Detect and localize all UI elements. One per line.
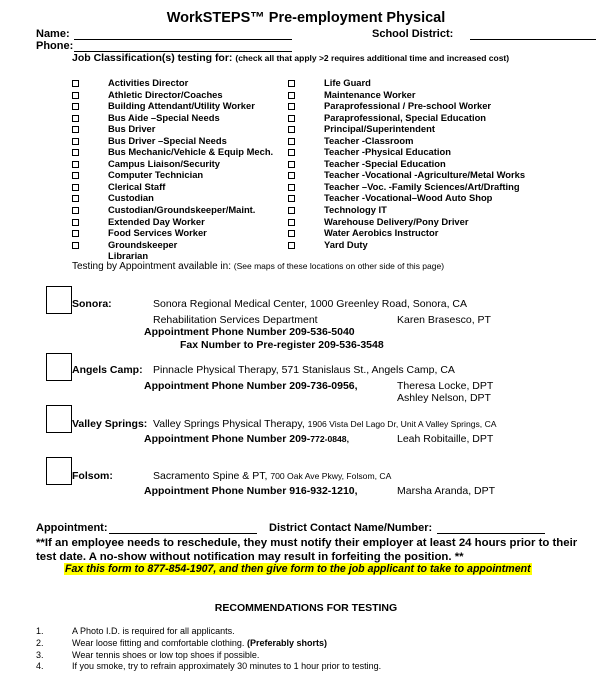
checkbox[interactable] bbox=[72, 149, 79, 156]
sonora-address: Sonora Regional Medical Center, 1000 Greenley Road, Sonora, CA bbox=[153, 298, 468, 310]
job-option[interactable]: Technology IT bbox=[288, 204, 588, 216]
folsom-address-main: Sacramento Spine & PT, bbox=[153, 470, 268, 482]
job-option[interactable]: Athletic Director/Coaches bbox=[72, 89, 302, 101]
appointment-label: Appointment: bbox=[36, 522, 108, 534]
checkbox[interactable] bbox=[288, 230, 295, 237]
checkbox[interactable] bbox=[72, 195, 79, 202]
checkbox[interactable] bbox=[72, 161, 79, 168]
sonora-label: Sonora: bbox=[72, 298, 112, 310]
angels-camp-phone: Appointment Phone Number 209-736-0956, bbox=[144, 380, 358, 392]
checkbox[interactable] bbox=[72, 207, 79, 214]
valley-springs-phone bbox=[144, 433, 349, 445]
name-field[interactable] bbox=[74, 39, 292, 40]
job-option[interactable]: Computer Technician bbox=[72, 169, 302, 181]
job-option[interactable]: Water Aerobics Instructor bbox=[288, 227, 588, 239]
job-option[interactable]: Warehouse Delivery/Pony Driver bbox=[288, 216, 588, 228]
job-option[interactable]: Groundskeeper bbox=[72, 239, 302, 251]
valley-springs-address bbox=[153, 418, 497, 430]
checkbox[interactable] bbox=[288, 184, 295, 191]
checkbox[interactable] bbox=[288, 103, 295, 110]
name-label: Name: bbox=[36, 28, 70, 40]
folsom-address-detail: 700 Oak Ave Pkwy, Folsom, CA bbox=[270, 471, 392, 481]
recommendation-text bbox=[72, 638, 327, 648]
sonora-fax: Fax Number to Pre-register 209-536-3548 bbox=[180, 339, 384, 351]
folsom-contact: Marsha Aranda, DPT bbox=[397, 485, 496, 497]
fax-instruction: Fax this form to 877-854-1907, and then give form to the job applicant to take to appointment bbox=[65, 563, 531, 575]
checkbox[interactable] bbox=[72, 138, 79, 145]
job-option[interactable]: Teacher –Voc. -Family Sciences/Art/Drafting bbox=[288, 181, 588, 193]
job-list-left bbox=[72, 77, 302, 262]
recommendation-text: If you smoke, try to refrain approximately 30 minutes to 1 hour prior to testing. bbox=[72, 661, 382, 671]
recommendation-number: 4. bbox=[36, 661, 44, 671]
valley-springs-checkbox[interactable] bbox=[46, 405, 72, 433]
job-option[interactable]: Clerical Staff bbox=[72, 181, 302, 193]
checkbox[interactable] bbox=[72, 92, 79, 99]
job-option[interactable]: Maintenance Worker bbox=[288, 89, 588, 101]
valley-springs-contact: Leah Robitaille, DPT bbox=[397, 433, 494, 445]
folsom-phone: Appointment Phone Number 916-932-1210, bbox=[144, 485, 358, 497]
angels-camp-address: Pinnacle Physical Therapy, 571 Stanislaus St., Angels Camp, CA bbox=[153, 364, 455, 376]
job-option[interactable]: Paraprofessional / Pre-school Worker bbox=[288, 100, 588, 112]
job-option[interactable]: Teacher -Vocational–Wood Auto Shop bbox=[288, 192, 588, 204]
job-option[interactable]: Teacher -Vocational -Agriculture/Metal Works bbox=[288, 169, 588, 181]
job-classification-heading bbox=[72, 52, 509, 64]
job-option[interactable]: Food Services Worker bbox=[72, 227, 302, 239]
job-heading-text: Job Classification(s) testing for: bbox=[72, 52, 233, 64]
job-option[interactable]: Building Attendant/Utility Worker bbox=[72, 100, 302, 112]
checkbox[interactable] bbox=[72, 126, 79, 133]
valley-springs-phone-main: Appointment Phone Number 209- bbox=[144, 433, 311, 445]
job-option[interactable]: Campus Liaison/Security bbox=[72, 158, 302, 170]
valley-springs-phone-end: 772-0848, bbox=[310, 434, 349, 444]
school-district-label: School District: bbox=[372, 28, 454, 40]
job-option[interactable]: Principal/Superintendent bbox=[288, 123, 588, 135]
checkbox[interactable] bbox=[288, 126, 295, 133]
job-option[interactable]: Teacher -Classroom bbox=[288, 135, 588, 147]
checkbox[interactable] bbox=[72, 172, 79, 179]
checkbox[interactable] bbox=[288, 219, 295, 226]
checkbox[interactable] bbox=[72, 184, 79, 191]
checkbox[interactable] bbox=[72, 242, 79, 249]
checkbox[interactable] bbox=[288, 207, 295, 214]
checkbox[interactable] bbox=[72, 103, 79, 110]
job-heading-note: (check all that apply >2 requires additional time and increased cost) bbox=[235, 53, 510, 63]
checkbox[interactable] bbox=[72, 80, 79, 87]
job-option[interactable]: Bus Driver bbox=[72, 123, 302, 135]
job-option: Librarian bbox=[108, 250, 149, 262]
angels-camp-contact-1: Theresa Locke, DPT bbox=[397, 380, 494, 392]
job-option[interactable]: Paraprofessional, Special Education bbox=[288, 112, 588, 124]
checkbox[interactable] bbox=[288, 195, 295, 202]
sonora-checkbox[interactable] bbox=[46, 286, 72, 314]
folsom-checkbox[interactable] bbox=[46, 457, 72, 485]
folsom-label: Folsom: bbox=[72, 470, 113, 482]
reschedule-notice: **If an employee needs to reschedule, they must notify their employer at least 24 hours prior to their test date. A no-show without notification may result in forfeiting the position. ** bbox=[36, 537, 578, 563]
checkbox[interactable] bbox=[288, 80, 295, 87]
checkbox[interactable] bbox=[288, 115, 295, 122]
angels-camp-checkbox[interactable] bbox=[46, 353, 72, 381]
sonora-department: Rehabilitation Services Department bbox=[153, 314, 318, 326]
recommendation-text-main: Wear loose fitting and comfortable clothing. bbox=[72, 638, 245, 648]
district-contact-field[interactable] bbox=[437, 533, 545, 534]
checkbox[interactable] bbox=[72, 219, 79, 226]
checkbox[interactable] bbox=[288, 161, 295, 168]
recommendation-text: Wear tennis shoes or low top shoes if possible. bbox=[72, 650, 260, 660]
appointment-field[interactable] bbox=[109, 533, 257, 534]
valley-springs-address-detail: 1906 Vista Del Lago Dr, Unit A Valley Springs, CA bbox=[307, 419, 497, 429]
recommendation-number: 2. bbox=[36, 638, 44, 648]
recommendation-number: 3. bbox=[36, 650, 44, 660]
checkbox[interactable] bbox=[288, 149, 295, 156]
job-option[interactable]: Bus Driver –Special Needs bbox=[72, 135, 302, 147]
form-title: WorkSTEPS™ Pre-employment Physical bbox=[166, 10, 446, 26]
job-option[interactable]: Activities Director bbox=[72, 77, 302, 89]
recommendations-title: RECOMMENDATIONS FOR TESTING bbox=[214, 602, 398, 614]
job-option[interactable]: Custodian/Groundskeeper/Maint. bbox=[72, 204, 302, 216]
job-option[interactable]: Yard Duty bbox=[288, 239, 588, 251]
valley-springs-address-main: Valley Springs Physical Therapy, bbox=[153, 418, 305, 430]
appointment-intro bbox=[72, 261, 444, 272]
checkbox[interactable] bbox=[288, 242, 295, 249]
angels-camp-label: Angels Camp: bbox=[72, 364, 143, 376]
sonora-phone: Appointment Phone Number 209-536-5040 bbox=[144, 326, 355, 338]
job-list-right bbox=[288, 77, 588, 250]
job-option[interactable]: Extended Day Worker bbox=[72, 216, 302, 228]
job-option[interactable]: Bus Aide –Special Needs bbox=[72, 112, 302, 124]
checkbox[interactable] bbox=[288, 92, 295, 99]
checkbox[interactable] bbox=[288, 138, 295, 145]
job-option[interactable]: Life Guard bbox=[288, 77, 588, 89]
job-option[interactable]: Custodian bbox=[72, 192, 302, 204]
job-option[interactable]: Bus Mechanic/Vehicle & Equip Mech. bbox=[72, 146, 302, 158]
recommendation-text: A Photo I.D. is required for all applicants. bbox=[72, 626, 235, 636]
school-district-field[interactable] bbox=[470, 39, 596, 40]
recommendation-number: 1. bbox=[36, 626, 44, 636]
recommendation-emphasis: (Preferably shorts) bbox=[246, 638, 327, 648]
checkbox[interactable] bbox=[288, 172, 295, 179]
valley-springs-label: Valley Springs: bbox=[72, 418, 148, 430]
district-contact-label: District Contact Name/Number: bbox=[269, 522, 433, 534]
job-option[interactable]: Teacher -Special Education bbox=[288, 158, 588, 170]
appointment-intro-text: Testing by Appointment available in: bbox=[72, 261, 231, 272]
job-option[interactable]: Teacher -Physical Education bbox=[288, 146, 588, 158]
sonora-contact: Karen Brasesco, PT bbox=[397, 314, 491, 326]
phone-label: Phone: bbox=[36, 40, 74, 52]
appointment-intro-note: (See maps of these locations on other side of this page) bbox=[233, 261, 445, 271]
folsom-address bbox=[153, 470, 391, 482]
checkbox[interactable] bbox=[72, 115, 79, 122]
checkbox[interactable] bbox=[72, 230, 79, 237]
angels-camp-contact-2: Ashley Nelson, DPT bbox=[397, 392, 491, 404]
